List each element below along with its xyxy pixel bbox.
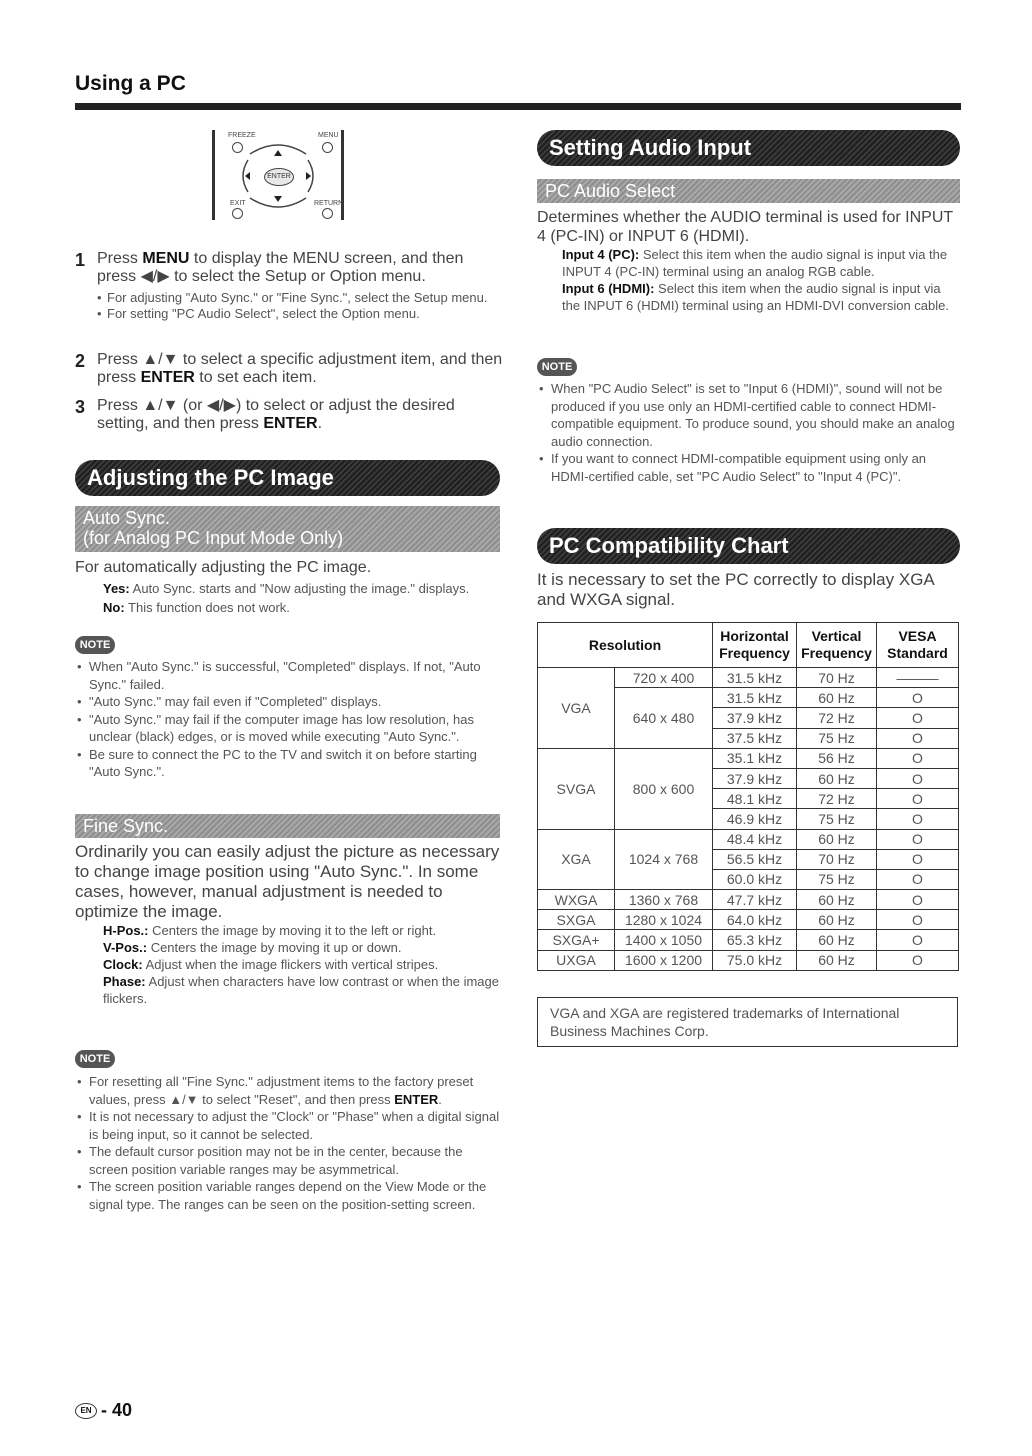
cell-vesa: O [877, 910, 959, 930]
auto-sync-intro: For automatically adjusting the PC image. [75, 559, 372, 576]
cell-resolution: 800 x 600 [615, 748, 713, 829]
cell-resolution: 640 x 480 [615, 688, 713, 749]
note-item: • When "PC Audio Select" is set to "Input 6 (HDMI)", sound will not be produced if you use only an HDMI-certified cable to connect HDMI-compatible equipment. To produce sound, you should make an analog audio connection. [537, 380, 960, 450]
cell-vfreq: 60 Hz [797, 890, 877, 910]
table-row [538, 890, 959, 910]
cell-vfreq: 72 Hz [797, 708, 877, 728]
option-yes: Yes: Auto Sync. starts and "Now adjusting the image." displays. [103, 581, 470, 596]
cell-resolution: 1280 x 1024 [615, 910, 713, 930]
cell-hfreq: 75.0 kHz [713, 950, 797, 970]
step-number: 2 [75, 351, 86, 371]
freeze-label: FREEZE [228, 132, 256, 139]
table-row [538, 910, 959, 930]
cell-hfreq: 48.1 kHz [713, 789, 797, 809]
compatibility-table [537, 622, 959, 971]
subheading-auto-sync: Auto Sync. (for Analog PC Input Mode Only) [75, 506, 500, 552]
cell-hfreq: 65.3 kHz [713, 930, 797, 950]
subheading-pc-audio-select: PC Audio Select [537, 179, 960, 203]
cell-hfreq: 37.9 kHz [713, 708, 797, 728]
step-1-bullets [97, 290, 505, 322]
note-badge: NOTE [75, 636, 115, 654]
page-number: EN - 40 [75, 1400, 132, 1421]
trademark-notice: VGA and XGA are registered trademarks of International Business Machines Corp. [537, 997, 958, 1047]
cell-hfreq: 46.9 kHz [713, 809, 797, 829]
enter-button: ENTER [264, 168, 294, 186]
audio-intro: Determines whether the AUDIO terminal is used for INPUT 4 (PC-IN) or INPUT 6 (HDMI). [537, 209, 953, 245]
bullet: • For adjusting "Auto Sync." or "Fine Sync.", select the Setup menu. [97, 290, 505, 306]
cell-vesa: O [877, 728, 959, 748]
step-text: Press ▲/▼ (or ◀/▶) to select or adjust the desired setting, and then press ENTER. [97, 397, 455, 432]
cell-hfreq: 48.4 kHz [713, 829, 797, 849]
table-row [538, 748, 959, 768]
cell-vesa: O [877, 869, 959, 889]
note-item: • Be sure to connect the PC to the TV and switch it on before starting "Auto Sync.". [75, 746, 503, 781]
note-item: • For resetting all "Fine Sync." adjustment items to the factory preset values, press ▲/▼ to select "Reset", and then press ENTER. [75, 1073, 503, 1108]
note-item: • "Auto Sync." may fail even if "Completed" displays. [75, 693, 503, 711]
fine-sync-notes [75, 1073, 503, 1213]
step-number: 3 [75, 397, 86, 417]
def-input-6: Input 6 (HDMI): Select this item when the audio signal is input via the INPUT 6 (HDMI) terminal using an HDMI-DVI conversion cable. [562, 281, 949, 313]
menu-label: MENU [318, 132, 339, 139]
step-text: Press MENU to display the MENU screen, and then press ◀/▶ to select the Setup or Option menu. [97, 250, 464, 285]
cell-group: WXGA [538, 890, 615, 910]
cell-vesa: O [877, 829, 959, 849]
cell-resolution: 1024 x 768 [615, 829, 713, 890]
cell-vfreq: 60 Hz [797, 930, 877, 950]
cell-hfreq: 37.5 kHz [713, 728, 797, 748]
cell-group: XGA [538, 829, 615, 890]
cell-vesa: O [877, 890, 959, 910]
note-badge: NOTE [537, 358, 577, 376]
def-clock: Clock: Adjust when the image flickers with vertical stripes. [103, 957, 439, 972]
cell-vfreq: 56 Hz [797, 748, 877, 768]
cell-vfreq: 72 Hz [797, 789, 877, 809]
header-resolution: Resolution [538, 623, 713, 668]
cell-vfreq: 70 Hz [797, 849, 877, 869]
cell-hfreq: 37.9 kHz [713, 768, 797, 788]
cell-hfreq: 47.7 kHz [713, 890, 797, 910]
cell-hfreq: 64.0 kHz [713, 910, 797, 930]
def-h-pos: H-Pos.: Centers the image by moving it to the left or right. [103, 923, 437, 938]
option-no: No: This function does not work. [103, 600, 290, 615]
subheading-fine-sync: Fine Sync. [75, 814, 500, 838]
note-item: • When "Auto Sync." is successful, "Completed" displays. If not, "Auto Sync." failed. [75, 658, 503, 693]
cell-vesa: O [877, 748, 959, 768]
compat-intro: It is necessary to set the PC correctly to display XGA and WXGA signal. [537, 570, 934, 609]
step-3 [75, 397, 505, 433]
def-phase: Phase: Adjust when characters have low contrast or when the image flickers. [103, 974, 499, 1006]
header-vertical-frequency: Vertical Frequency [797, 623, 877, 668]
cell-group: SVGA [538, 748, 615, 829]
cell-vfreq: 60 Hz [797, 910, 877, 930]
cell-resolution: 1400 x 1050 [615, 930, 713, 950]
audio-definitions [562, 246, 960, 314]
cell-hfreq: 35.1 kHz [713, 748, 797, 768]
fine-sync-intro: Ordinarily you can easily adjust the picture as necessary to change image position using "Auto Sync.". In some cases, however, manual adjustment is needed to optimize the image. [75, 842, 500, 921]
note-item: • If you want to connect HDMI-compatible equipment using only an HDMI-certified cable, set "PC Audio Select" to "Input 4 (PC)". [537, 450, 960, 485]
cell-hfreq: 60.0 kHz [713, 869, 797, 889]
cell-group: SXGA [538, 910, 615, 930]
audio-notes [537, 380, 960, 485]
cell-resolution: 720 x 400 [615, 668, 713, 688]
cell-vfreq: 75 Hz [797, 728, 877, 748]
cell-hfreq: 56.5 kHz [713, 849, 797, 869]
remote-illustration [212, 130, 344, 220]
cell-hfreq: 31.5 kHz [713, 668, 797, 688]
step-number: 1 [75, 250, 86, 270]
cell-vfreq: 60 Hz [797, 768, 877, 788]
bullet: • For setting "PC Audio Select", select the Option menu. [97, 306, 505, 322]
auto-sync-options [103, 580, 503, 616]
cell-hfreq: 31.5 kHz [713, 688, 797, 708]
cell-vesa: ——— [877, 668, 959, 688]
cell-vesa: O [877, 688, 959, 708]
cell-vesa: O [877, 950, 959, 970]
page-title: Using a PC [75, 72, 186, 95]
cell-vesa: O [877, 708, 959, 728]
section-heading-compat: PC Compatibility Chart [537, 528, 960, 564]
header-horizontal-frequency: Horizontal Frequency [713, 623, 797, 668]
auto-sync-notes [75, 658, 503, 781]
cell-vfreq: 60 Hz [797, 829, 877, 849]
table-row [538, 668, 959, 688]
table-row [538, 950, 959, 970]
note-item: • The default cursor position may not be in the center, because the screen position variable ranges may be asymmetrical. [75, 1143, 503, 1178]
section-heading-audio: Setting Audio Input [537, 130, 960, 166]
table-header-row [538, 623, 959, 668]
cell-vfreq: 60 Hz [797, 688, 877, 708]
def-input-4: Input 4 (PC): Select this item when the audio signal is input via the INPUT 4 (PC-IN) terminal using an analog RGB cable. [562, 247, 948, 279]
note-badge: NOTE [75, 1050, 115, 1068]
header-rule [75, 103, 961, 110]
cell-vesa: O [877, 789, 959, 809]
note-item: • "Auto Sync." may fail if the computer image has low resolution, has unclear (black) edges, or is moved while executing "Auto Sync.". [75, 711, 503, 746]
cell-resolution: 1360 x 768 [615, 890, 713, 910]
exit-label: EXIT [230, 200, 246, 207]
step-2 [75, 351, 505, 387]
table-row [538, 930, 959, 950]
cell-vesa: O [877, 768, 959, 788]
fine-sync-definitions [103, 922, 503, 1007]
language-badge-icon: EN [75, 1403, 97, 1419]
cell-vfreq: 75 Hz [797, 809, 877, 829]
cell-vesa: O [877, 849, 959, 869]
def-v-pos: V-Pos.: Centers the image by moving it up or down. [103, 940, 402, 955]
table-row [538, 829, 959, 849]
exit-button [232, 208, 243, 219]
section-heading-adjusting: Adjusting the PC Image [75, 460, 500, 496]
cell-vfreq: 60 Hz [797, 950, 877, 970]
return-button [322, 208, 333, 219]
step-text: Press ▲/▼ to select a specific adjustment item, and then press ENTER to set each item. [97, 351, 503, 386]
cell-group: UXGA [538, 950, 615, 970]
step-1 [75, 250, 505, 322]
cell-group: VGA [538, 668, 615, 749]
cell-group: SXGA+ [538, 930, 615, 950]
cell-vesa: O [877, 809, 959, 829]
note-item: • The screen position variable ranges depend on the View Mode or the signal type. The ranges can be seen on the position-setting screen. [75, 1178, 503, 1213]
cell-vfreq: 75 Hz [797, 869, 877, 889]
cell-vesa: O [877, 930, 959, 950]
cell-vfreq: 70 Hz [797, 668, 877, 688]
return-label: RETURN [314, 200, 344, 207]
cell-resolution: 1600 x 1200 [615, 950, 713, 970]
note-item: • It is not necessary to adjust the "Clock" or "Phase" when a digital signal is being input, so it cannot be selected. [75, 1108, 503, 1143]
header-vesa-standard: VESA Standard [877, 623, 959, 668]
